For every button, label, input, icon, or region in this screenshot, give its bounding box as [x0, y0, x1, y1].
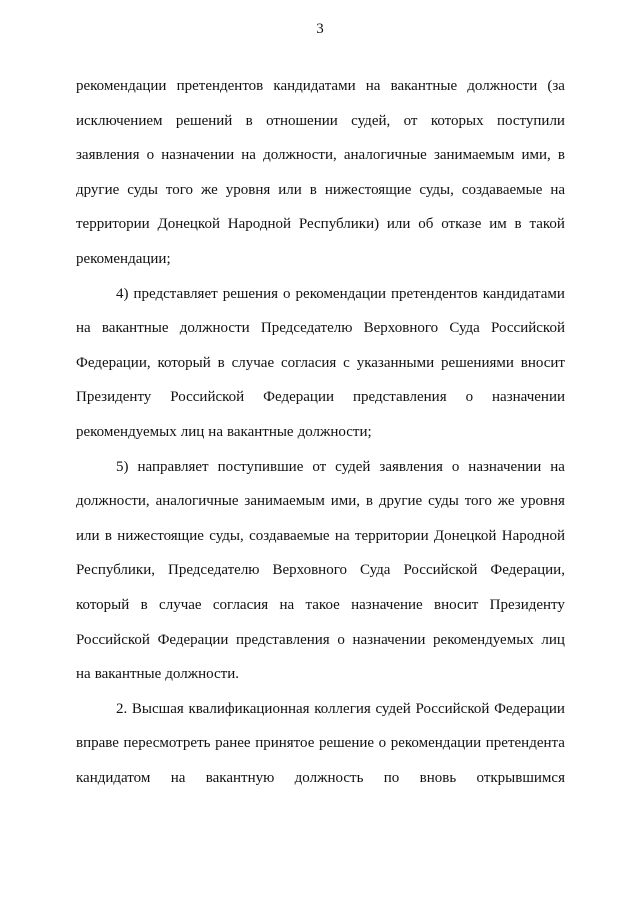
- word: назначении: [468, 458, 542, 475]
- word: рекомендуемых: [76, 423, 177, 440]
- word: вносит: [434, 596, 479, 613]
- word: или: [278, 181, 302, 198]
- word: должности,: [76, 493, 150, 510]
- word: уровня: [225, 181, 271, 198]
- word: суды: [127, 181, 158, 198]
- word: (за: [547, 78, 565, 94]
- word: Президенту: [76, 389, 152, 406]
- word: назначении: [161, 147, 235, 164]
- word: решения: [222, 285, 279, 302]
- word: судей: [335, 458, 371, 475]
- word: о: [451, 458, 460, 475]
- word: рекомендации: [76, 78, 167, 94]
- word: на: [241, 147, 256, 164]
- word: согласия: [212, 596, 269, 613]
- word: в: [309, 181, 317, 198]
- word: им: [489, 216, 507, 233]
- word: в: [514, 216, 522, 233]
- text-line: [76, 380, 565, 415]
- word: рекомендации: [295, 285, 386, 302]
- word: Высшая: [131, 700, 184, 717]
- word: или: [76, 527, 100, 544]
- word: вакантные: [94, 666, 162, 683]
- word: же: [497, 493, 515, 510]
- word: Народной: [227, 216, 292, 233]
- word: территории: [76, 216, 150, 233]
- word: на: [76, 666, 91, 683]
- text-line: [76, 138, 565, 173]
- word: Федерации: [494, 700, 565, 717]
- word: в: [245, 112, 253, 129]
- word: исключением: [76, 112, 163, 129]
- word: открывшимся: [476, 769, 565, 786]
- word: решение: [318, 735, 375, 752]
- word: назначении: [352, 631, 426, 648]
- word: лиц: [180, 423, 205, 440]
- word: коллегия: [314, 700, 371, 717]
- word: о: [283, 285, 291, 302]
- word: вакантные: [101, 320, 169, 337]
- word: должности: [467, 78, 538, 94]
- word: вносит: [520, 354, 565, 371]
- word: судей,: [351, 112, 391, 129]
- word: Федерации: [263, 389, 334, 406]
- word: другие: [76, 181, 120, 198]
- word: же: [201, 181, 218, 198]
- word: Российской: [76, 631, 150, 648]
- word: территории: [354, 527, 429, 544]
- word: Суда: [449, 320, 480, 337]
- text-line: [76, 761, 565, 796]
- word: другие: [378, 493, 423, 510]
- word: в: [217, 354, 225, 371]
- word: на: [365, 78, 381, 94]
- word: аналогичные: [343, 147, 427, 164]
- word: должности,: [263, 147, 337, 164]
- word: в: [140, 596, 148, 613]
- word: кандидатом: [76, 769, 151, 786]
- text-line: [76, 346, 565, 381]
- word: на: [550, 458, 565, 475]
- word: в: [557, 147, 565, 164]
- word: должности;: [297, 423, 372, 440]
- text-line: [76, 519, 565, 554]
- word: отношении: [266, 112, 338, 129]
- text-line: [76, 484, 565, 519]
- word: который: [76, 596, 130, 613]
- word: Суда: [359, 562, 391, 579]
- text-line: [76, 553, 565, 588]
- word: о: [378, 735, 387, 752]
- word: создаваемые: [461, 181, 543, 198]
- word: Федерации,: [490, 562, 565, 579]
- word: о: [465, 389, 474, 406]
- text-line: [76, 692, 565, 727]
- word: Верховного: [363, 320, 439, 337]
- word: отказе: [441, 216, 482, 233]
- word: претендентов: [176, 78, 264, 94]
- text-line: [76, 726, 565, 761]
- word: Председателю: [260, 320, 353, 337]
- word: в: [104, 527, 112, 544]
- word: представления: [236, 631, 330, 648]
- word: Федерации,: [76, 354, 151, 371]
- word: должность: [294, 769, 364, 786]
- word: 2.: [116, 700, 128, 717]
- text-line: [76, 415, 565, 450]
- word: решениями: [441, 354, 514, 371]
- word: должности: [179, 320, 250, 337]
- word: Российской: [403, 562, 478, 579]
- word: пересмотреть: [123, 735, 211, 752]
- word: занимаемым: [433, 147, 515, 164]
- page-number: 3: [316, 21, 324, 37]
- document-body: [76, 69, 565, 795]
- word: Российской: [170, 389, 245, 406]
- word: или: [386, 216, 411, 233]
- word: должности.: [165, 666, 239, 683]
- word: судей: [375, 700, 411, 717]
- word: квалификационная: [188, 700, 310, 717]
- word: направляет: [137, 458, 209, 475]
- word: вакантные: [390, 78, 458, 94]
- text-line: [76, 69, 565, 104]
- word: 5): [116, 458, 129, 475]
- word: случае: [231, 354, 275, 371]
- text-line: [76, 207, 565, 242]
- word: рекомендации: [390, 735, 482, 752]
- word: случае: [159, 596, 202, 613]
- text-line: [76, 104, 565, 139]
- word: рекомендуемых: [433, 631, 534, 648]
- word: на: [279, 596, 295, 613]
- text-line: [76, 623, 565, 658]
- word: 4): [116, 285, 129, 302]
- paragraph: [76, 450, 565, 692]
- word: Российской: [491, 320, 565, 337]
- word: Федерации: [157, 631, 229, 648]
- paragraph: [76, 69, 565, 277]
- word: решений: [175, 112, 233, 129]
- text-line: [76, 450, 565, 485]
- paragraph: [76, 692, 565, 796]
- word: нижестоящие: [117, 527, 204, 544]
- word: Республики,: [76, 562, 155, 579]
- word: назначении: [492, 389, 565, 406]
- word: Президенту: [489, 596, 565, 613]
- word: на: [208, 423, 223, 440]
- word: которых: [430, 112, 484, 129]
- word: кандидатами: [273, 78, 356, 94]
- text-line: [76, 657, 565, 692]
- word: Российской: [415, 700, 490, 717]
- word: представляет: [133, 285, 218, 302]
- word: Республики): [298, 216, 380, 233]
- word: заявления: [379, 458, 443, 475]
- word: поступили: [496, 112, 565, 129]
- word: аналогичные: [155, 493, 239, 510]
- word: от: [403, 112, 418, 129]
- word: суды,: [419, 181, 454, 198]
- word: поступившие: [217, 458, 304, 475]
- word: претендента: [485, 735, 565, 752]
- word: Донецкой: [433, 527, 497, 544]
- word: на: [334, 527, 350, 544]
- text-line: [76, 173, 565, 208]
- word: претендентов: [391, 285, 478, 302]
- word: от: [312, 458, 327, 475]
- word: лиц: [541, 631, 565, 648]
- word: об: [418, 216, 434, 233]
- word: о: [337, 631, 345, 648]
- word: такой: [529, 216, 565, 233]
- word: такое: [305, 596, 340, 613]
- word: ими,: [521, 147, 551, 164]
- word: Верховного: [272, 562, 347, 579]
- word: заявления: [76, 147, 140, 164]
- text-line: [76, 277, 565, 312]
- word: нижестоящие: [324, 181, 412, 198]
- word: назначение: [351, 596, 423, 613]
- word: Донецкой: [157, 216, 220, 233]
- word: на: [76, 320, 91, 337]
- word: того: [165, 181, 194, 198]
- word: суды,: [209, 527, 244, 544]
- word: в: [365, 493, 373, 510]
- word: вакантные: [226, 423, 294, 440]
- word: вправе: [76, 735, 119, 752]
- word: того: [464, 493, 492, 510]
- word: ранее: [215, 735, 251, 752]
- word: создаваемые: [249, 527, 330, 544]
- word: который: [157, 354, 211, 371]
- word: согласия: [281, 354, 337, 371]
- word: суды: [428, 493, 459, 510]
- paragraph: [76, 277, 565, 450]
- word: с: [343, 354, 350, 371]
- word: занимаемым: [244, 493, 325, 510]
- word: Народной: [501, 527, 565, 544]
- word: ими,: [330, 493, 361, 510]
- word: на: [170, 769, 186, 786]
- word: принятое: [255, 735, 315, 752]
- text-line: [76, 311, 565, 346]
- text-line: [76, 588, 565, 623]
- word: вакантную: [205, 769, 275, 786]
- word: вновь: [419, 769, 457, 786]
- word: по: [383, 769, 400, 786]
- text-line: [76, 242, 565, 277]
- word: представления: [352, 389, 447, 406]
- word: на: [550, 181, 565, 198]
- word: кандидатами: [482, 285, 565, 302]
- word: Председателю: [167, 562, 260, 579]
- word: уровня: [520, 493, 565, 510]
- word: о: [146, 147, 155, 164]
- word: указанными: [356, 354, 435, 371]
- word: рекомендации;: [76, 250, 171, 267]
